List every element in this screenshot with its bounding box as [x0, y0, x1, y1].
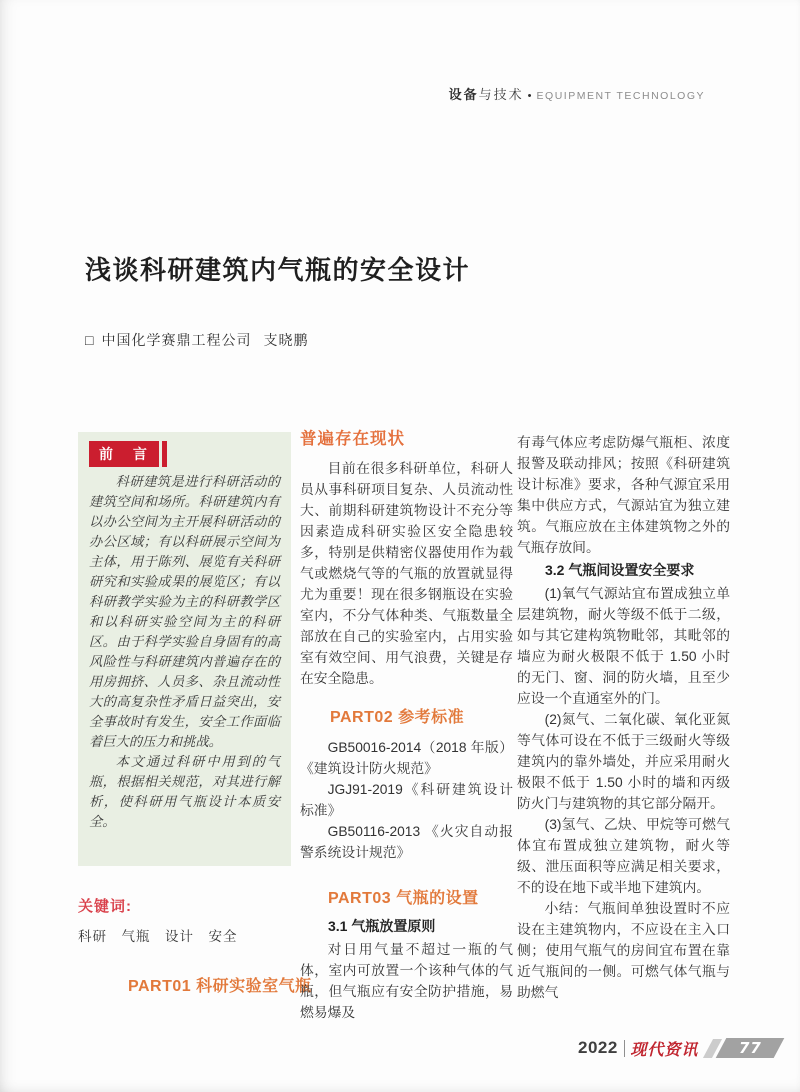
subsection-3-2-heading: 3.2 气瓶间设置安全要求	[545, 562, 695, 578]
bullet-separator-icon: •	[527, 90, 532, 102]
section-name-secondary: 与技术	[478, 87, 524, 102]
reference-item: GB50016-2014（2018 年版）《建筑设计防火规范》	[300, 740, 513, 776]
foreword-label-row	[89, 441, 280, 467]
column-right	[517, 425, 730, 1003]
foreword-paragraph: 科研建筑是进行科研活动的建筑空间和场所。科研建筑内有以办公空间为主开展科研活动的办公区域；有以科研展示空间为主体，用于陈列、展览有关科研研究和实验成果的展览区；有以科研教学实验为主的科研教学区和以科研实验空间为主的科研区。由于科学实验自身固有的高风险性与科研建筑内普遍存在的用房拥挤、人员多、杂且流动性大的高复杂性矛盾日益突出，安全事故时有发生，安全工作面临着巨大的压力和挑战。	[89, 475, 280, 750]
reference-item: JGJ91-2019《科研建筑设计标准》	[300, 782, 513, 818]
column-left	[78, 425, 312, 1045]
part01-heading: PART01 科研实验室气瓶	[128, 978, 312, 995]
footer-divider	[624, 1040, 626, 1057]
requirement-item: (3)氢气、乙炔、甲烷等可燃气体宜布置成独立建筑物，耐火等级、泄压面积等应满足相关要求，不的设在地下或半地下建筑内。	[517, 817, 730, 895]
foreword-paragraph: 本文通过科研中用到的气瓶，根据相关规范，对其进行解析，使科研用气瓶设计本质安全。	[89, 755, 280, 830]
magazine-brand: 现代资讯	[630, 1039, 699, 1059]
foreword-box	[78, 432, 291, 866]
page-footer	[578, 1037, 779, 1059]
subsection-3-1-continuation: 有毒气体应考虑防爆气瓶柜、浓度报警及联动排风；按照《科研建筑设计标准》要求，各种气源宜采用集中供应方式，气源站宜为独立建筑。气瓶应放在主体建筑物之外的气瓶存放间。	[517, 435, 730, 555]
running-head	[449, 84, 705, 103]
page-number: 77	[738, 1039, 762, 1057]
author-marker-icon: □	[85, 332, 95, 348]
subsection-3-1-paragraph: 对日用气量不超过一瓶的气体，室内可放置一个该种气体的气瓶，但气瓶应有安全防护措施，易燃易爆及	[300, 942, 513, 1020]
subsection-3-1-heading: 3.1 气瓶放置原则	[328, 918, 436, 934]
requirement-item: (1)氧气气源站宜布置成独立单层建筑物，耐火等级不低于二级，如与其它建构筑物毗邻，其毗邻的墙应为耐火极限不低于 1.50 小时的无门、窗、洞的防火墙，且至少应设一个直通室外的门。	[517, 586, 730, 706]
footer-year: 2022	[578, 1038, 618, 1057]
foreword-label: 前 言	[89, 441, 159, 467]
author-line	[85, 330, 308, 350]
status-quo-heading: 普遍存在现状	[300, 430, 405, 448]
author-affiliation: 中国化学赛鼎工程公司	[101, 332, 252, 348]
reference-item: GB50116-2013 《火灾自动报警系统设计规范》	[300, 824, 513, 860]
author-name: 支晓鹏	[263, 332, 309, 348]
keywords-label: 关键词:	[78, 898, 132, 915]
part03-heading: PART03 气瓶的设置	[328, 890, 479, 907]
keywords-list: 科研 气瓶 设计 安全	[78, 929, 238, 944]
summary-paragraph: 小结：气瓶间单独设置时不应设在主建筑物内，不应设在主入口侧；使用气瓶气的房间宜布置在靠近气瓶间的一侧。可燃气体气瓶与助燃气	[517, 901, 730, 1000]
column-middle	[300, 425, 513, 1023]
foreword-accent-bar	[162, 441, 167, 467]
part02-heading: PART02 参考标准	[330, 709, 465, 726]
page-title: 浅谈科研建筑内气瓶的安全设计	[85, 255, 471, 286]
section-name-primary: 设备	[448, 87, 479, 102]
requirement-item: (2)氮气、二氧化碳、氧化亚氮等气体可设在不低于三级耐火等级建筑内的靠外墙处，并应采用耐火极限不低于 1.50 小时的墙和丙级防火门与建筑物的其它部分隔开。	[517, 712, 730, 811]
keywords-block	[78, 895, 291, 945]
status-quo-paragraph: 目前在很多科研单位，科研人员从事科研项目复杂、人员流动性大、前期科研建筑物设计不充分等因素造成科研实验区安全隐患较多，特别是供精密仪器使用作为载气或燃烧气等的气瓶的放置就显得尤为重要！现在很多钢瓶设在实验室内，不分气体种类、气瓶数量全部放在自己的实验室内，占用实验室有效空间、用气浪费，关键是存在安全隐患。	[300, 461, 513, 686]
page-number-badge	[716, 1038, 785, 1058]
section-name-english: EQUIPMENT TECHNOLOGY	[536, 90, 705, 102]
